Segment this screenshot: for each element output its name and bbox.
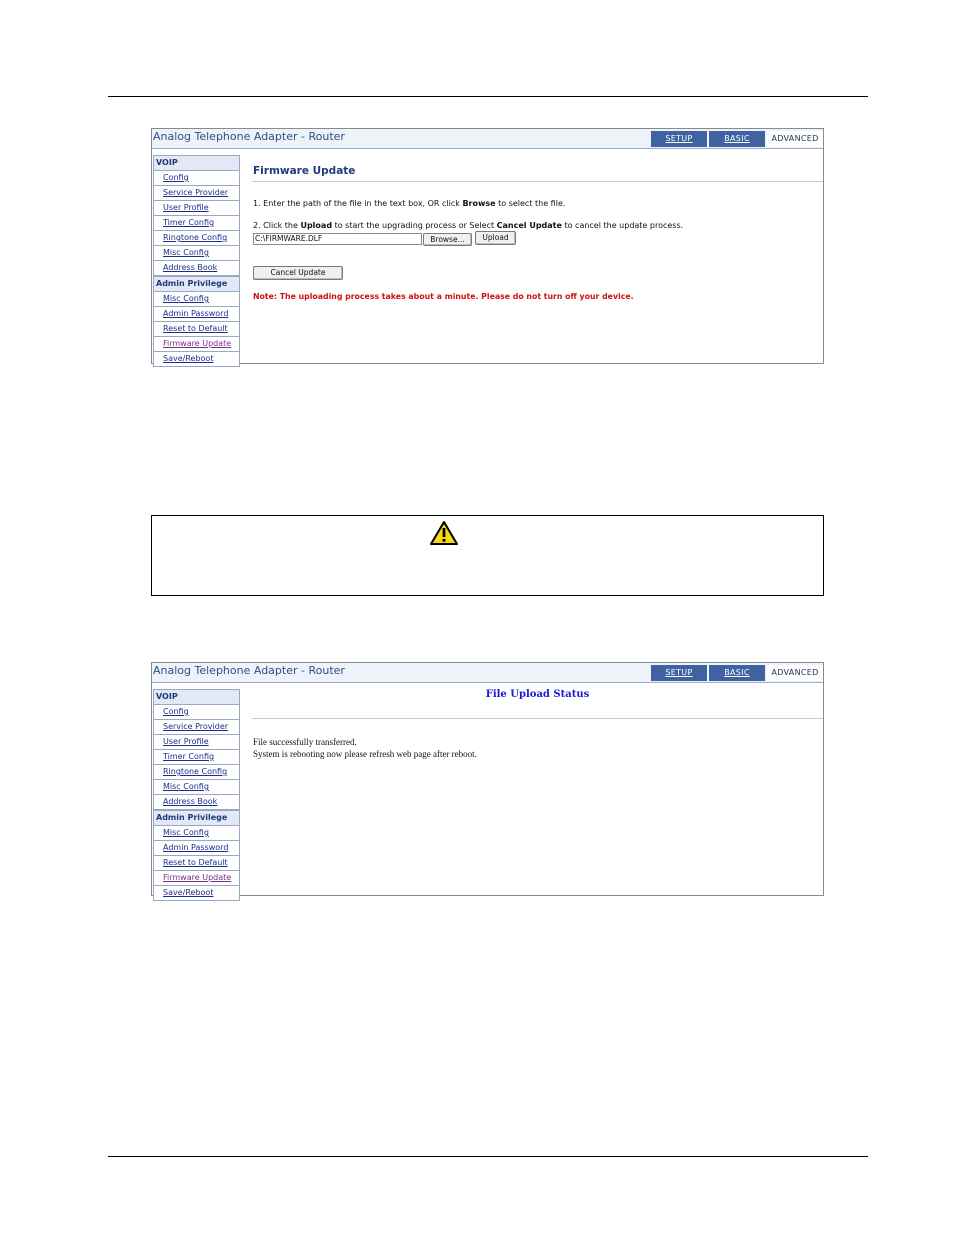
sidebar-item-admin-misc-config[interactable]: Misc Config — [154, 292, 239, 307]
browse-button[interactable]: Browse... — [423, 233, 472, 246]
tab-setup[interactable]: SETUP — [651, 665, 707, 681]
warning-triangle-icon — [429, 520, 459, 546]
top-tabs — [649, 665, 823, 681]
page-title: Firmware Update — [253, 165, 356, 177]
header-bar — [152, 129, 823, 149]
sidebar-item-admin-password[interactable]: Admin Password — [154, 841, 239, 856]
sidebar-item-config[interactable]: Config — [154, 171, 239, 186]
sidebar-heading-voip: VOIP — [154, 689, 239, 705]
cancel-update-button[interactable]: Cancel Update — [253, 266, 343, 280]
status-title: File Upload Status — [485, 689, 590, 700]
title-divider — [252, 181, 823, 182]
sidebar-heading-admin: Admin Privilege — [154, 276, 239, 292]
sidebar-item-reset-to-default[interactable]: Reset to Default — [154, 856, 239, 871]
main-content — [252, 683, 823, 895]
firmware-update-window — [151, 128, 824, 364]
upload-status-window — [151, 662, 824, 896]
upload-button[interactable]: Upload — [475, 231, 516, 245]
tab-setup[interactable]: SETUP — [651, 131, 707, 147]
status-divider — [252, 718, 823, 719]
header-bar — [152, 663, 823, 683]
sidebar-item-misc-config[interactable]: Misc Config — [154, 780, 239, 795]
sidebar-item-firmware-update[interactable]: Firmware Update — [154, 337, 239, 352]
sidebar-item-firmware-update[interactable]: Firmware Update — [154, 871, 239, 886]
warning-box — [151, 515, 824, 596]
sidebar-item-admin-misc-config[interactable]: Misc Config — [154, 826, 239, 841]
header-title: Analog Telephone Adapter - Router — [153, 130, 345, 143]
sidebar-item-ringtone-config[interactable]: Ringtone Config — [154, 765, 239, 780]
step1-text: 1. Enter the path of the file in the text box, OR click Browse to select the file. — [253, 199, 566, 208]
top-tabs — [649, 131, 823, 147]
sidebar-item-service-provider[interactable]: Service Provider — [154, 186, 239, 201]
sidebar-item-admin-password[interactable]: Admin Password — [154, 307, 239, 322]
sidebar-item-user-profile[interactable]: User Profile — [154, 735, 239, 750]
header-title: Analog Telephone Adapter - Router — [153, 664, 345, 677]
sidebar-item-address-book[interactable]: Address Book — [154, 795, 239, 810]
sidebar-item-service-provider[interactable]: Service Provider — [154, 720, 239, 735]
sidebar-item-user-profile[interactable]: User Profile — [154, 201, 239, 216]
step2-text: 2. Click the Upload to start the upgrading process or Select Cancel Update to cancel the update process. — [253, 221, 684, 230]
sidebar — [153, 155, 240, 367]
tab-basic[interactable]: BASIC — [709, 131, 765, 147]
sidebar-item-save-reboot[interactable]: Save/Reboot — [163, 354, 214, 363]
sidebar-item-config[interactable]: Config — [154, 705, 239, 720]
status-message-transferred: File successfully transferred. — [253, 737, 357, 747]
sidebar — [153, 689, 240, 901]
sidebar-item-timer-config[interactable]: Timer Config — [154, 216, 239, 231]
sidebar-item-misc-config[interactable]: Misc Config — [154, 246, 239, 261]
sidebar-heading-voip: VOIP — [154, 155, 239, 171]
sidebar-item-timer-config[interactable]: Timer Config — [154, 750, 239, 765]
sidebar-item-save-reboot[interactable]: Save/Reboot — [163, 888, 214, 897]
bottom-rule — [108, 1156, 868, 1157]
upload-note: Note: The uploading process takes about a minute. Please do not turn off your device. — [253, 292, 634, 301]
tab-basic[interactable]: BASIC — [709, 665, 765, 681]
file-path-input[interactable]: C:\FIRMWARE.DLF — [253, 233, 422, 245]
tab-advanced[interactable]: ADVANCED — [767, 665, 823, 681]
top-rule — [108, 96, 868, 97]
sidebar-item-ringtone-config[interactable]: Ringtone Config — [154, 231, 239, 246]
status-message-rebooting: System is rebooting now please refresh web page after reboot. — [253, 749, 477, 759]
main-content — [252, 149, 823, 363]
sidebar-item-reset-to-default[interactable]: Reset to Default — [154, 322, 239, 337]
sidebar-heading-admin: Admin Privilege — [154, 810, 239, 826]
tab-advanced[interactable]: ADVANCED — [767, 131, 823, 147]
sidebar-item-address-book[interactable]: Address Book — [154, 261, 239, 276]
